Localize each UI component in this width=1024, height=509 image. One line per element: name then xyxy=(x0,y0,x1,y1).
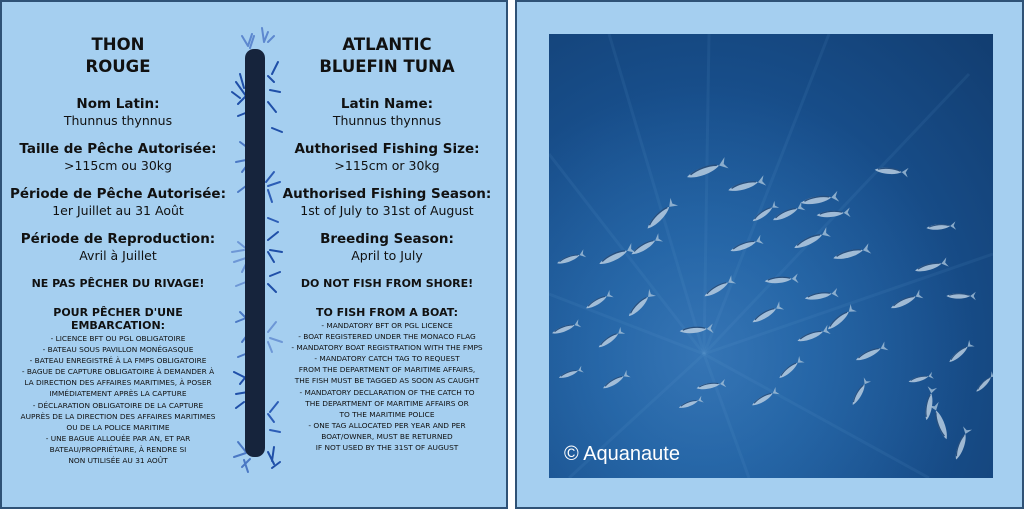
english-latin xyxy=(272,95,502,129)
english-boat-line: - MANDATORY BOAT REGISTRATION WITH THE FMPS xyxy=(291,343,483,353)
french-latin-value: Thunnus thynnus xyxy=(63,113,173,128)
french-size-label: Taille de Pêche Autorisée: xyxy=(19,141,217,157)
french-boat-line: LA DIRECTION DES AFFAIRES MARITIMES, À POSER xyxy=(24,378,212,388)
english-boat-line: FROM THE DEPARTMENT OF MARITIME AFFAIRS, xyxy=(298,365,476,375)
french-title-line2: ROUGE xyxy=(85,57,151,76)
measuring-ruler xyxy=(245,49,265,457)
french-boat-line: OU DE LA POLICE MARITIME xyxy=(66,422,170,432)
english-size xyxy=(272,140,502,174)
english-boat-line: - BOAT REGISTERED UNDER THE MONACO FLAG xyxy=(298,332,476,342)
english-breeding-label: Breeding Season: xyxy=(320,231,454,247)
english-boat-line: - ONE TAG ALLOCATED PER YEAR AND PER xyxy=(308,420,466,430)
french-boat-line: BATEAU/PROPRIÉTAIRE, À RENDRE SI xyxy=(49,444,187,454)
english-boat-line: THE DEPARTMENT OF MARITIME AFFAIRS OR xyxy=(305,398,469,408)
french-boat-line: - UNE BAGUE ALLOUÉE PAR AN, ET PAR xyxy=(45,433,191,443)
english-title-line2: BLUEFIN TUNA xyxy=(319,57,455,76)
french-season xyxy=(6,185,230,219)
french-breeding xyxy=(6,230,230,264)
english-boat-line: THE FISH MUST BE TAGGED AS SOON AS CAUGHT xyxy=(294,376,480,386)
french-boat-line: - BATEAU ENREGISTRÉ À LA FMPS OBLIGATOIRE xyxy=(29,356,207,366)
french-column xyxy=(6,34,230,466)
french-boat-line: - BAGUE DE CAPTURE OBLIGATOIRE À DEMANDER À xyxy=(21,367,215,377)
french-season-label: Période de Pêche Autorisée: xyxy=(10,186,226,202)
english-warning: DO NOT FISH FROM SHORE! xyxy=(300,277,474,290)
english-season-value: 1st of July to 31st of August xyxy=(300,203,474,218)
english-boat-line: TO THE MARITIME POLICE xyxy=(339,409,435,419)
info-panel xyxy=(0,0,508,509)
french-boat-line: IMMÉDIATEMENT APRÈS LA CAPTURE xyxy=(49,389,187,399)
french-title-line1: THON xyxy=(91,35,145,54)
english-boat-rules xyxy=(272,320,502,453)
english-latin-value: Thunnus thynnus xyxy=(332,113,442,128)
french-boat-line: AUPRÈS DE LA DIRECTION DES AFFAIRES MARITIMES xyxy=(20,411,216,421)
english-boat-line: BOAT/OWNER, MUST BE RETURNED xyxy=(321,431,453,441)
english-column xyxy=(272,34,502,453)
english-boat-line: - MANDATORY CATCH TAG TO REQUEST xyxy=(314,354,460,364)
photo-credit: © Aquanaute xyxy=(564,443,680,465)
english-title-line1: ATLANTIC xyxy=(342,35,432,54)
english-size-label: Authorised Fishing Size: xyxy=(294,141,480,157)
french-season-value: 1er Juillet au 31 Août xyxy=(52,203,184,218)
french-size xyxy=(6,140,230,174)
photo-panel xyxy=(515,0,1024,509)
french-boat-line: - LICENCE BFT OU PGL OBLIGATOIRE xyxy=(50,334,186,343)
english-boat-line: IF NOT USED BY THE 31ST OF AUGUST xyxy=(315,443,459,453)
english-latin-label: Latin Name: xyxy=(340,96,434,112)
french-latin xyxy=(6,95,230,129)
photo-scene xyxy=(549,34,993,478)
english-boat-line: - MANDATORY BFT OR PGL LICENCE xyxy=(321,321,453,330)
french-breeding-value: Avril à Juillet xyxy=(79,248,157,263)
english-boat-line: - MANDATORY DECLARATION OF THE CATCH TO xyxy=(299,387,475,397)
french-boat-title: POUR PÊCHER D'UNE EMBARCATION: xyxy=(53,306,183,332)
french-warning: NE PAS PÊCHER DU RIVAGE! xyxy=(31,277,205,290)
french-title xyxy=(6,34,230,78)
english-title xyxy=(272,34,502,78)
english-season xyxy=(272,185,502,219)
french-boat-line: NON UTILISÉE AU 31 AOÛT xyxy=(68,456,168,466)
french-boat-line: - BATEAU SOUS PAVILLON MONÉGASQUE xyxy=(42,345,194,355)
english-size-value: >115cm or 30kg xyxy=(334,158,440,173)
french-breeding-label: Période de Reproduction: xyxy=(20,231,216,247)
tuna-school-photo xyxy=(549,34,993,478)
french-latin-label: Nom Latin: xyxy=(76,96,160,112)
english-breeding-value: April to July xyxy=(351,248,423,263)
english-breeding xyxy=(272,230,502,264)
french-size-value: >115cm ou 30kg xyxy=(64,158,172,173)
french-boat-line: - DÉCLARATION OBLIGATOIRE DE LA CAPTURE xyxy=(32,400,204,410)
english-season-label: Authorised Fishing Season: xyxy=(282,186,492,202)
english-boat-title: TO FISH FROM A BOAT: xyxy=(315,306,459,319)
french-boat-rules xyxy=(6,333,230,466)
